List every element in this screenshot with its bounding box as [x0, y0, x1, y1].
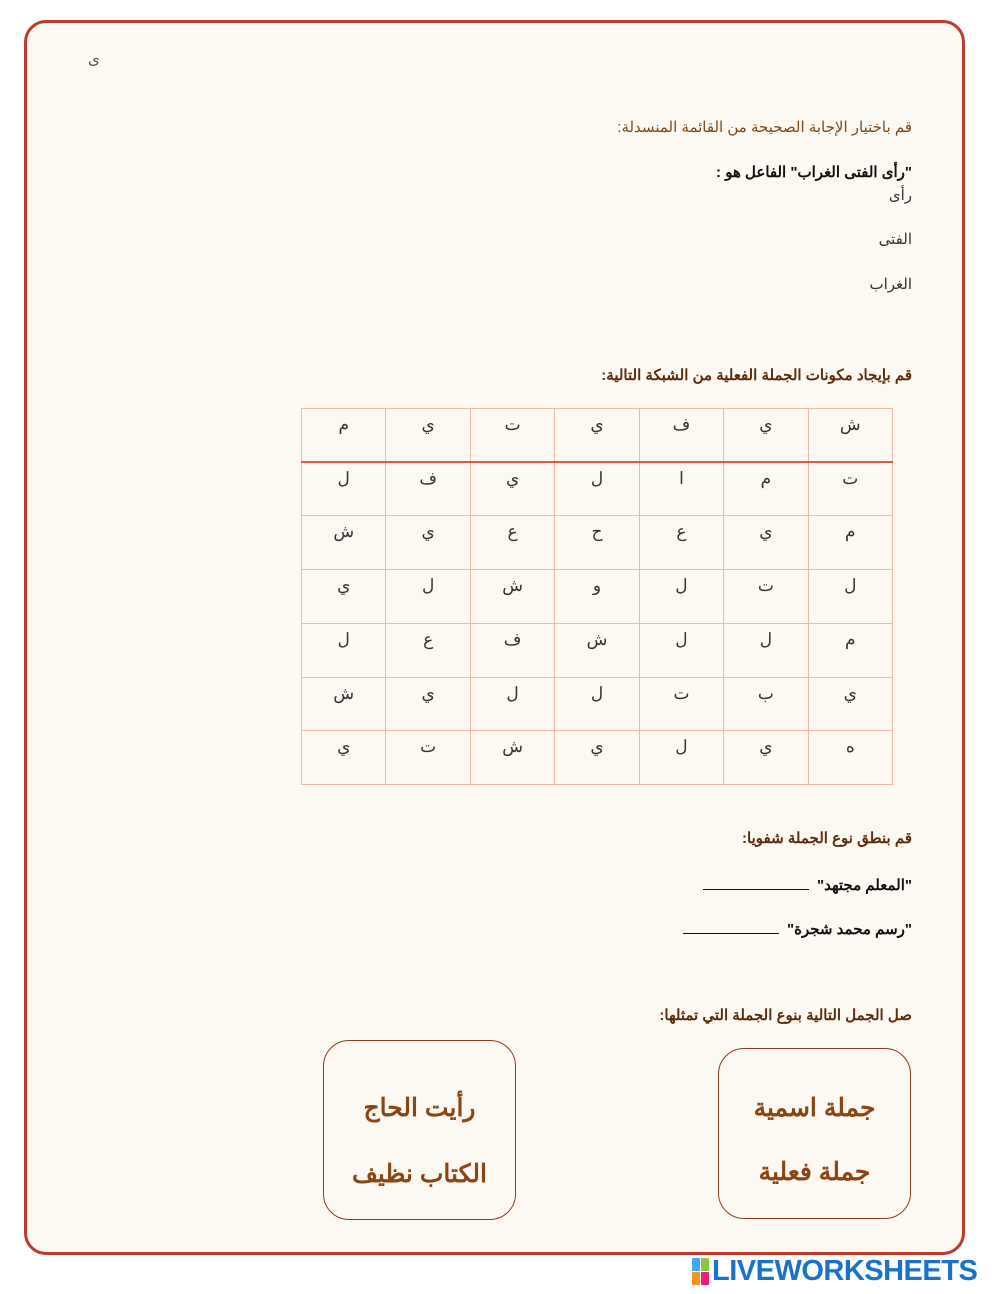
section3-instruction: قم بنطق نوع الجملة شفويا: [742, 830, 912, 847]
liveworksheets-logo-icon [692, 1258, 709, 1285]
grid-row [302, 570, 893, 624]
corner-mark: ى [88, 51, 100, 68]
section2-instruction: قم بإيجاد مكونات الجملة الفعلية من الشبكة التالية: [601, 367, 912, 384]
grid-cell[interactable]: ل [808, 570, 892, 624]
grid-cell[interactable]: ب [724, 677, 808, 731]
grid-cell[interactable]: ع [386, 623, 470, 677]
grid-cell[interactable]: م [724, 462, 808, 516]
grid-cell[interactable]: ل [302, 462, 386, 516]
sentence1-row [703, 875, 912, 894]
sentence2-text: "رسم محمد شجرة" [786, 921, 912, 938]
grid-cell[interactable]: ي [555, 409, 639, 463]
sentence1-answer-blank[interactable] [703, 875, 809, 890]
sentence2-answer-blank[interactable] [683, 919, 779, 934]
option-raa[interactable]: رأى [888, 187, 912, 204]
grid-cell[interactable]: ل [724, 623, 808, 677]
grid-cell[interactable]: ي [724, 516, 808, 570]
grid-row [302, 677, 893, 731]
grid-cell[interactable]: ي [724, 409, 808, 463]
grid-cell[interactable]: ي [724, 731, 808, 785]
grid-row [302, 731, 893, 785]
grid-cell[interactable]: و [555, 570, 639, 624]
grid-cell[interactable]: ش [470, 731, 554, 785]
grid-cell[interactable]: ش [808, 409, 892, 463]
grid-cell[interactable]: ت [386, 731, 470, 785]
grid-cell[interactable]: ل [639, 570, 723, 624]
grid-row [302, 409, 893, 463]
grid-row [302, 516, 893, 570]
grid-cell[interactable]: ش [302, 677, 386, 731]
grid-cell[interactable]: ي [470, 462, 554, 516]
grid-cell[interactable]: ت [724, 570, 808, 624]
section1-instruction: قم باختيار الإجابة الصحيحة من القائمة المنسدلة: [617, 119, 912, 136]
grid-cell[interactable]: ي [386, 409, 470, 463]
option-alghurab[interactable]: الغراب [869, 276, 912, 293]
grid-cell[interactable]: ل [555, 677, 639, 731]
grid-cell[interactable]: م [302, 409, 386, 463]
sentences-box [323, 1040, 516, 1220]
grid-cell[interactable]: ي [386, 516, 470, 570]
liveworksheets-logo [692, 1256, 977, 1286]
grid-cell[interactable]: ل [470, 677, 554, 731]
grid-cell[interactable]: ي [302, 731, 386, 785]
grid-cell[interactable]: ش [470, 570, 554, 624]
grid-cell[interactable]: ف [470, 623, 554, 677]
option-alfata[interactable]: الفتى [878, 231, 912, 248]
grid-cell[interactable]: م [808, 623, 892, 677]
sentence2-row [683, 919, 912, 938]
grid-cell[interactable]: ع [639, 516, 723, 570]
grid-cell[interactable]: ل [302, 623, 386, 677]
grid-row [302, 462, 893, 516]
match-sentence-raaytu[interactable]: رأيت الحاج [363, 1094, 476, 1122]
section1-question: "رأى الفتى الغراب" الفاعل هو : [716, 164, 912, 181]
grid-cell[interactable]: ل [386, 570, 470, 624]
grid-cell[interactable]: ي [555, 731, 639, 785]
grid-cell[interactable]: ف [386, 462, 470, 516]
grid-cell[interactable]: ل [555, 462, 639, 516]
grid-cell[interactable]: ي [808, 677, 892, 731]
grid-cell[interactable]: ت [808, 462, 892, 516]
grid-cell[interactable]: ش [302, 516, 386, 570]
grid-cell[interactable]: ل [639, 731, 723, 785]
sentence1-text: "المعلم مجتهد" [816, 877, 912, 894]
letter-grid [301, 408, 893, 785]
grid-cell[interactable]: ح [555, 516, 639, 570]
grid-cell[interactable]: ع [470, 516, 554, 570]
grid-cell[interactable]: م [808, 516, 892, 570]
grid-cell[interactable]: ت [470, 409, 554, 463]
section4-instruction: صل الجمل التالية بنوع الجملة التي تمثلها: [659, 1007, 912, 1024]
grid-row [302, 623, 893, 677]
grid-cell[interactable]: ف [639, 409, 723, 463]
grid-cell[interactable]: ي [386, 677, 470, 731]
grid-cell[interactable]: ت [639, 677, 723, 731]
grid-cell[interactable]: ا [639, 462, 723, 516]
grid-cell[interactable]: ش [555, 623, 639, 677]
sentence-type-box [718, 1048, 911, 1219]
liveworksheets-logo-text: LIVEWORKSHEETS [712, 1254, 978, 1287]
grid-cell[interactable]: ه [808, 731, 892, 785]
match-nominal-sentence[interactable]: جملة اسمية [753, 1094, 876, 1122]
match-verbal-sentence[interactable]: جملة فعلية [758, 1158, 871, 1186]
match-sentence-alkitab[interactable]: الكتاب نظيف [352, 1160, 487, 1188]
grid-cell[interactable]: ل [639, 623, 723, 677]
grid-cell[interactable]: ي [302, 570, 386, 624]
